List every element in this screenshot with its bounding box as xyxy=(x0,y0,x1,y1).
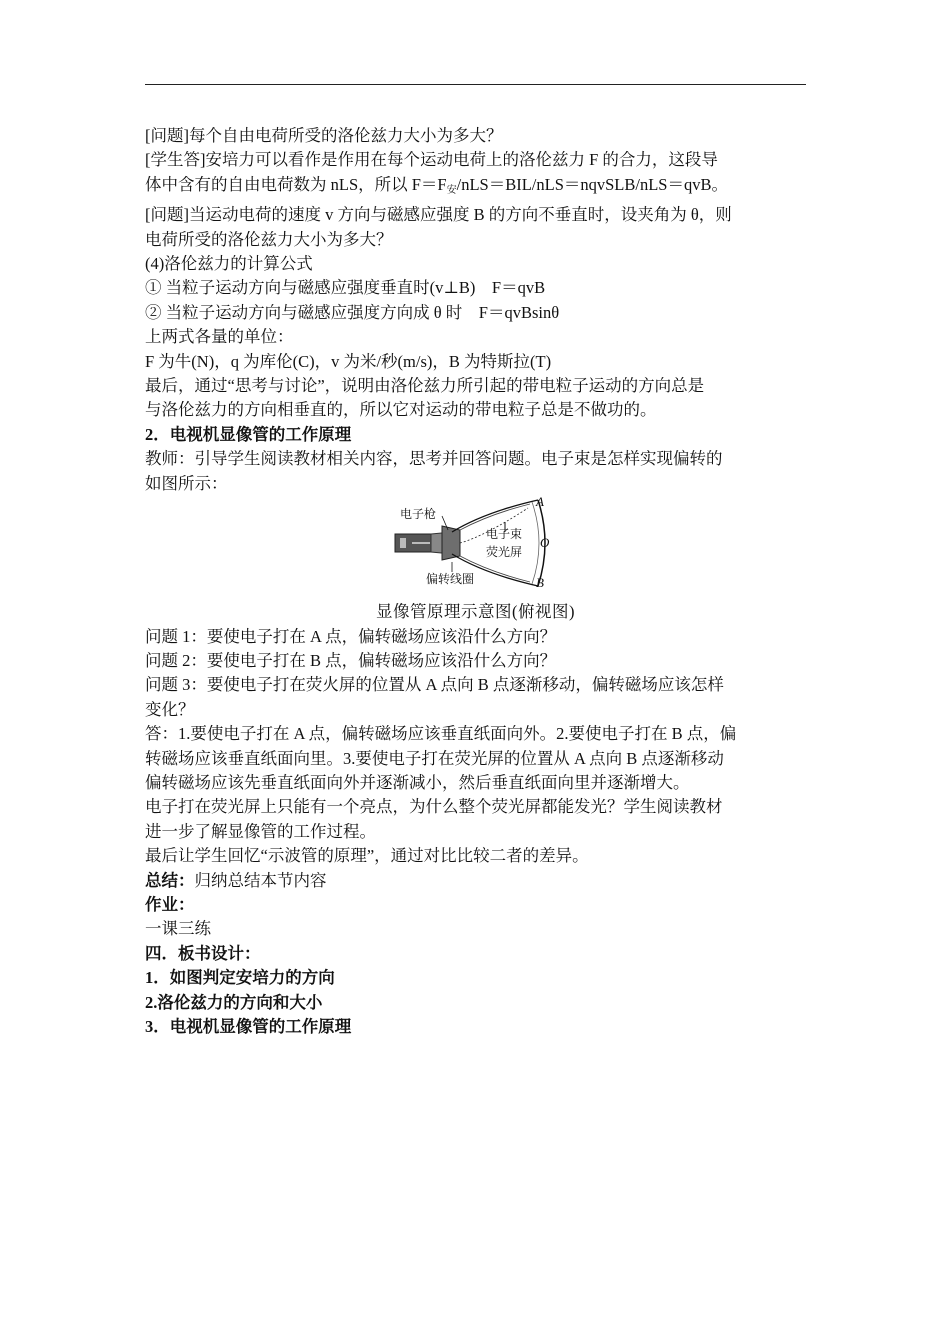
board-item-3: 3．电视机显像管的工作原理 xyxy=(145,1017,352,1036)
question-angle-line-1: [问题]当运动电荷的速度 v 方向与磁感应强度 B 的方向不垂直时，设夹角为 θ，则 xyxy=(145,205,732,225)
homework-text: 一课三练 xyxy=(145,919,211,939)
question-force-per-charge: [问题]每个自由电荷所受的洛伦兹力大小为多大？ xyxy=(145,126,503,145)
summary-label: 总结： xyxy=(145,870,195,890)
problem-3-line-1: 问题 3：要使电子打在荧火屏的位置从 A 点向 B 点逐渐移动，偏转磁场应该怎样 xyxy=(145,675,724,695)
answer-line-2: 转磁场应该垂直纸面向里。3.要使电子打在荧光屏的位置从 A 点向 B 点逐渐移动 xyxy=(145,748,724,768)
formula-heading: (4)洛伦兹力的计算公式 xyxy=(145,254,313,274)
header-rule xyxy=(145,84,806,85)
label-electron-gun: 电子枪 xyxy=(400,507,437,522)
teacher-line-1: 教师：引导学生阅读教材相关内容，思考并回答问题。电子束是怎样实现偏转的 xyxy=(145,449,723,469)
label-fluorescent-screen: 荧光屏 xyxy=(486,545,523,560)
section-2-title: 2．电视机显像管的工作原理 xyxy=(145,424,352,444)
formula-angle: ② 当粒子运动方向与磁感应强度方向成 θ 时 F＝qvBsinθ xyxy=(145,302,560,322)
document-body xyxy=(145,124,806,1039)
answer-line-3: 偏转磁场应该先垂直纸面向外并逐渐减小，然后垂直纸面向里并逐渐增大。 xyxy=(145,772,690,792)
answer-formula-pre: 体中含有的自由电荷数为 nLS，所以 F＝F xyxy=(145,174,447,194)
label-electron-beam: 电子束 xyxy=(486,527,523,542)
answer-formula-subscript: 安 xyxy=(446,184,457,196)
formula-perpendicular: ① 当粒子运动方向与磁感应强度垂直时(v⊥B) F＝qvB xyxy=(145,278,546,298)
board-item-2: 2.洛伦兹力的方向和大小 xyxy=(145,992,323,1012)
conclusion-line-2: 与洛伦兹力的方向相垂直的，所以它对运动的带电粒子总是不做功的。 xyxy=(145,400,657,420)
glow-question-line-2: 进一步了解显像管的工作过程。 xyxy=(145,821,376,841)
screen-inner-line xyxy=(532,502,539,584)
label-point-b: B xyxy=(536,575,544,589)
answer-line-1: 答：1.要使电子打在 A 点，偏转磁场应该垂直纸面向外。2.要使电子打在 B 点，偏 xyxy=(145,724,737,744)
homework-label: 作业： xyxy=(145,894,195,914)
label-point-o: O xyxy=(540,535,550,551)
label-point-a: A xyxy=(536,496,544,510)
label-deflection-coil: 偏转线圈 xyxy=(426,572,475,587)
electron-gun-cathode xyxy=(400,538,406,548)
glow-question-line-1: 电子打在荧光屏上只能有一个亮点，为什么整个荧光屏都能发光？学生阅读教材 xyxy=(145,797,723,817)
figure-caption: 显像管原理示意图(俯视图) xyxy=(376,602,575,622)
problem-2: 问题 2：要使电子打在 B 点，偏转磁场应该沿什么方向？ xyxy=(145,650,557,670)
tube-inner-wall xyxy=(460,504,530,582)
crt-diagram-svg xyxy=(390,496,570,588)
answer-formula-post: /nLS＝BIL/nLS＝nqvSLB/nLS＝qvB。 xyxy=(456,174,728,194)
problem-1: 问题 1：要使电子打在 A 点，偏转磁场应该沿什么方向？ xyxy=(145,626,557,646)
teacher-line-2: 如图所示： xyxy=(145,473,228,493)
board-item-1: 1．如图判定安培力的方向 xyxy=(145,968,335,988)
question-angle-line-2: 电荷所受的洛伦兹力大小为多大？ xyxy=(145,229,393,249)
student-answer-line-2 xyxy=(145,173,806,203)
units-heading: 上两式各量的单位： xyxy=(145,327,294,347)
summary-text: 归纳总结本节内容 xyxy=(194,870,327,890)
summary xyxy=(145,869,806,893)
student-answer-line-1: [学生答]安培力可以看作是作用在每个运动电荷上的洛伦兹力 F 的合力，这段导 xyxy=(145,150,718,170)
deflection-coil xyxy=(442,526,460,560)
recall-oscilloscope: 最后让学生回忆“示波管的原理”，通过对比比较二者的差异。 xyxy=(145,846,589,866)
board-design-title: 四．板书设计： xyxy=(145,943,261,963)
problem-3-line-2: 变化？ xyxy=(145,699,195,719)
units-text: F 为牛(N)，q 为库伦(C)，v 为米/秒(m/s)，B 为特斯拉(T) xyxy=(145,351,552,371)
crt-diagram xyxy=(145,496,806,594)
conclusion-line-1: 最后，通过“思考与讨论”，说明由洛伦兹力所引起的带电粒子运动的方向总是 xyxy=(145,376,705,396)
